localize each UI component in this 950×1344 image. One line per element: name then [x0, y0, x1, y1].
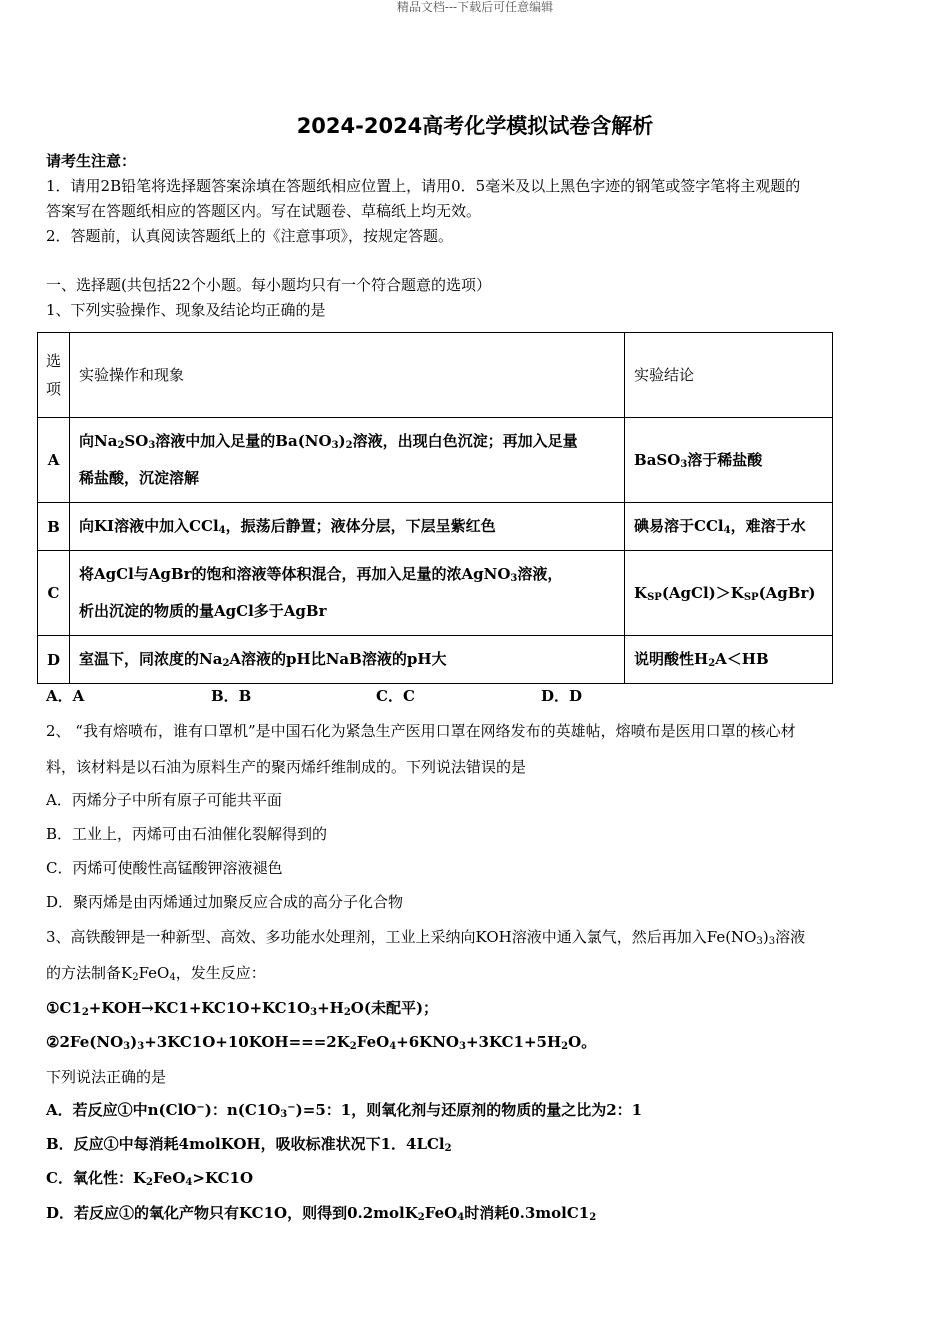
row-operation: 向$Na_2SO_3$溶液中加入足量的$Ba(NO_3)_2$溶液，出现白色沉淀；再加入足量 稀盐酸，沉淀溶解	[70, 418, 625, 503]
q1-table	[37, 332, 833, 684]
row-conclusion: 碘易溶于CCl$_4$，难溶于水	[625, 503, 833, 551]
table-row	[38, 503, 833, 551]
page-header-note: 精品文档---下载后可任意编辑	[396, 0, 554, 14]
q3-reaction-1: $①C1_2+KOH\to KC1+KC1O+KC1O_3+H_2O$(未配平)；	[46, 999, 439, 1018]
table-row	[38, 636, 833, 684]
notice-line-1a: 1．请用2B铅笔将选择题答案涂填在答题纸相应位置上，请用0．5毫米及以上黑色字迹的钢笔或签字笔将主观题的	[46, 177, 801, 195]
row-conclusion: 说明酸性$H_2A<HB$	[625, 636, 833, 684]
q2-stem-line-1: 2、 “我有熔喷布，谁有口罩机”是中国石化为紧急生产医用口罩在网络发布的英雄帖，熔喷布是医用口罩的核心材	[46, 722, 796, 740]
row-operation: 向KI溶液中加入CCl$_4$，振荡后静置；液体分层，下层呈紫红色	[70, 503, 625, 551]
row-label: D	[38, 636, 70, 684]
header-option-cell: 选 项	[38, 333, 70, 418]
header-operation-cell: 实验操作和现象	[70, 333, 625, 418]
q3-reaction-2: $②2Fe(NO_3)_3+3KC1O+10KOH===2K_2FeO_4+6KNO_3+3KC1+5H_2O$。	[46, 1033, 597, 1052]
notice-heading: 请考生注意：	[46, 152, 137, 170]
q1-option-a[interactable]: A．A	[46, 687, 85, 705]
row-label: B	[38, 503, 70, 551]
q3-stem-line-1: 3、高铁酸钾是一种新型、高效、多功能水处理剂，工业上采纳向KOH溶液中通入氯气，然后再加入$Fe(NO_3)_3$溶液	[46, 928, 806, 947]
row-label: A	[38, 418, 70, 503]
q2-option-b[interactable]: B．工业上，丙烯可由石油催化裂解得到的	[46, 825, 328, 843]
q2-stem-line-2: 料，该材料是以石油为原料生产的聚丙烯纤维制成的。下列说法错误的是	[46, 758, 527, 776]
q1-option-b[interactable]: B．B	[211, 687, 252, 705]
row-operation: 将AgCl与AgBr的饱和溶液等体积混合，再加入足量的浓AgNO$_3$溶液， 析出沉淀的物质的量AgCl多于AgBr	[70, 551, 625, 636]
q2-option-d[interactable]: D．聚丙烯是由丙烯通过加聚反应合成的高分子化合物	[46, 893, 404, 911]
q1-option-d[interactable]: D．D	[541, 687, 583, 705]
table-row	[38, 551, 833, 636]
q1-options	[46, 685, 906, 707]
q2-option-a[interactable]: A．丙烯分子中所有原子可能共平面	[46, 791, 282, 809]
q1-stem: 1、下列实验操作、现象及结论均正确的是	[46, 301, 326, 319]
q1-option-c[interactable]: C．C	[376, 687, 415, 705]
row-conclusion: BaSO$_3$溶于稀盐酸	[625, 418, 833, 503]
table-row	[38, 418, 833, 503]
table-header-row	[38, 333, 833, 418]
q3-question: 下列说法正确的是	[46, 1068, 167, 1086]
q3-option-c[interactable]: C．氧化性：$K_2FeO_4>KC1O$	[46, 1169, 254, 1188]
q2-option-c[interactable]: C．丙烯可使酸性高锰酸钾溶液褪色	[46, 859, 283, 877]
notice-line-1b: 答案写在答题纸相应的答题区内。写在试题卷、草稿纸上均无效。	[46, 202, 482, 220]
section-heading: 一、选择题(共包括22个小题。每小题均只有一个符合题意的选项）	[46, 276, 491, 294]
q3-stem-line-2: 的方法制备$K_2FeO_4$，发生反应：	[46, 964, 266, 983]
row-label: C	[38, 551, 70, 636]
notice-line-2: 2．答题前，认真阅读答题纸上的《注意事项》，按规定答题。	[46, 227, 454, 245]
header-conclusion-cell: 实验结论	[625, 333, 833, 418]
q3-option-d[interactable]: D．若反应①的氧化产物只有KC1O，则得到0.2molK$_2$FeO$_4$时消耗$0.3molC1_2$	[46, 1204, 597, 1223]
q3-option-a[interactable]: A．若反应①中n(ClO−)：$n(C1O_3^-)=5$：1，则氧化剂与还原剂的物质的量之比为2：1	[46, 1101, 643, 1120]
row-operation: 室温下，同浓度的$Na_2A$溶液的pH比NaB溶液的pH大	[70, 636, 625, 684]
page-title: 2024-2024高考化学模拟试卷含解析	[296, 114, 654, 138]
q3-option-b[interactable]: B．反应①中每消耗4molKOH，吸收标准状况下1．4LCl$_2$	[46, 1135, 452, 1154]
row-conclusion: $K_{SP}(AgCl)>K_{SP}(AgBr)$	[625, 551, 833, 636]
